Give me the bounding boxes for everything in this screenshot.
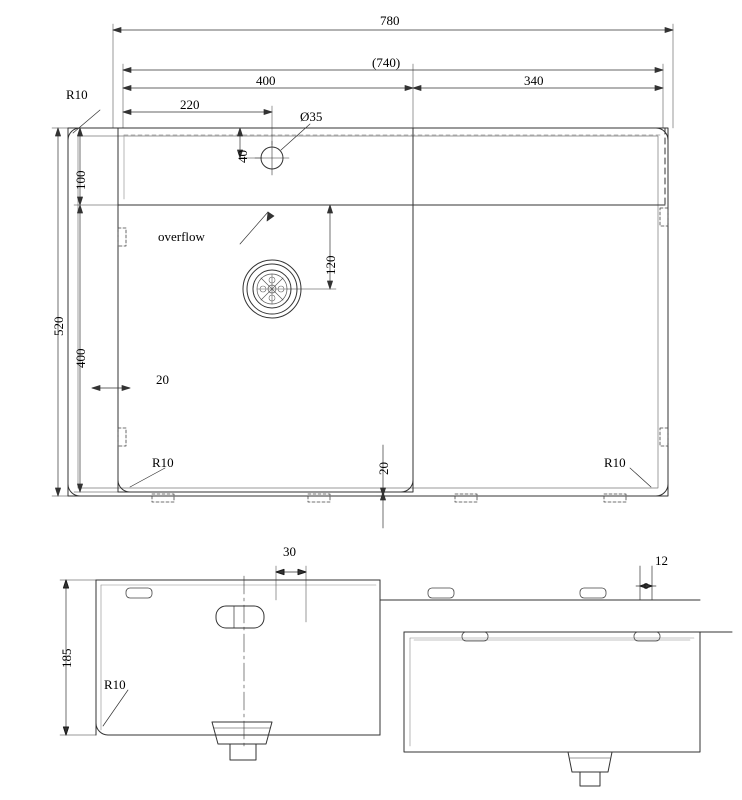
dimensions-vertical bbox=[52, 128, 390, 528]
dim-hole-offset-y: 40 bbox=[235, 150, 250, 163]
front-section-view bbox=[60, 566, 700, 760]
radius-leaders bbox=[73, 110, 651, 487]
bowl-corners bbox=[118, 480, 413, 492]
label-radius-bottom-left: R10 bbox=[152, 455, 174, 470]
dim-drain-offset: 120 bbox=[323, 255, 338, 275]
label-radius-bottom-right: R10 bbox=[604, 455, 626, 470]
dim-edge-bottom: 20 bbox=[376, 462, 391, 475]
dim-bowl-depth: 400 bbox=[73, 348, 88, 368]
dim-ledge-width: 30 bbox=[283, 544, 296, 559]
overflow-leader bbox=[240, 212, 274, 244]
top-view-outline bbox=[68, 128, 668, 496]
dim-right-section: 340 bbox=[524, 73, 544, 88]
dim-bowl-width: 400 bbox=[256, 73, 276, 88]
mounting-clips-top-view bbox=[118, 208, 668, 502]
dim-hole-diameter: Ø35 bbox=[300, 109, 323, 124]
dim-inner-width: (740) bbox=[372, 55, 401, 70]
label-radius-front: R10 bbox=[104, 677, 126, 692]
dim-edge-left: 20 bbox=[156, 372, 169, 387]
dim-hole-offset-x: 220 bbox=[180, 97, 200, 112]
label-overflow: overflow bbox=[158, 229, 205, 244]
dim-section-height: 185 bbox=[59, 648, 74, 668]
side-section-view bbox=[404, 566, 732, 786]
dimensions-horizontal bbox=[113, 24, 673, 492]
dim-overall-depth: 520 bbox=[51, 316, 66, 336]
bowl-outline bbox=[118, 128, 665, 492]
dim-thickness: 12 bbox=[655, 553, 668, 568]
tap-hole bbox=[255, 124, 310, 175]
label-radius-top-left: R10 bbox=[66, 87, 88, 102]
top-view-inner-rim bbox=[78, 136, 658, 488]
dim-top-band: 100 bbox=[73, 170, 88, 190]
dim-overall-width: 780 bbox=[380, 13, 400, 28]
